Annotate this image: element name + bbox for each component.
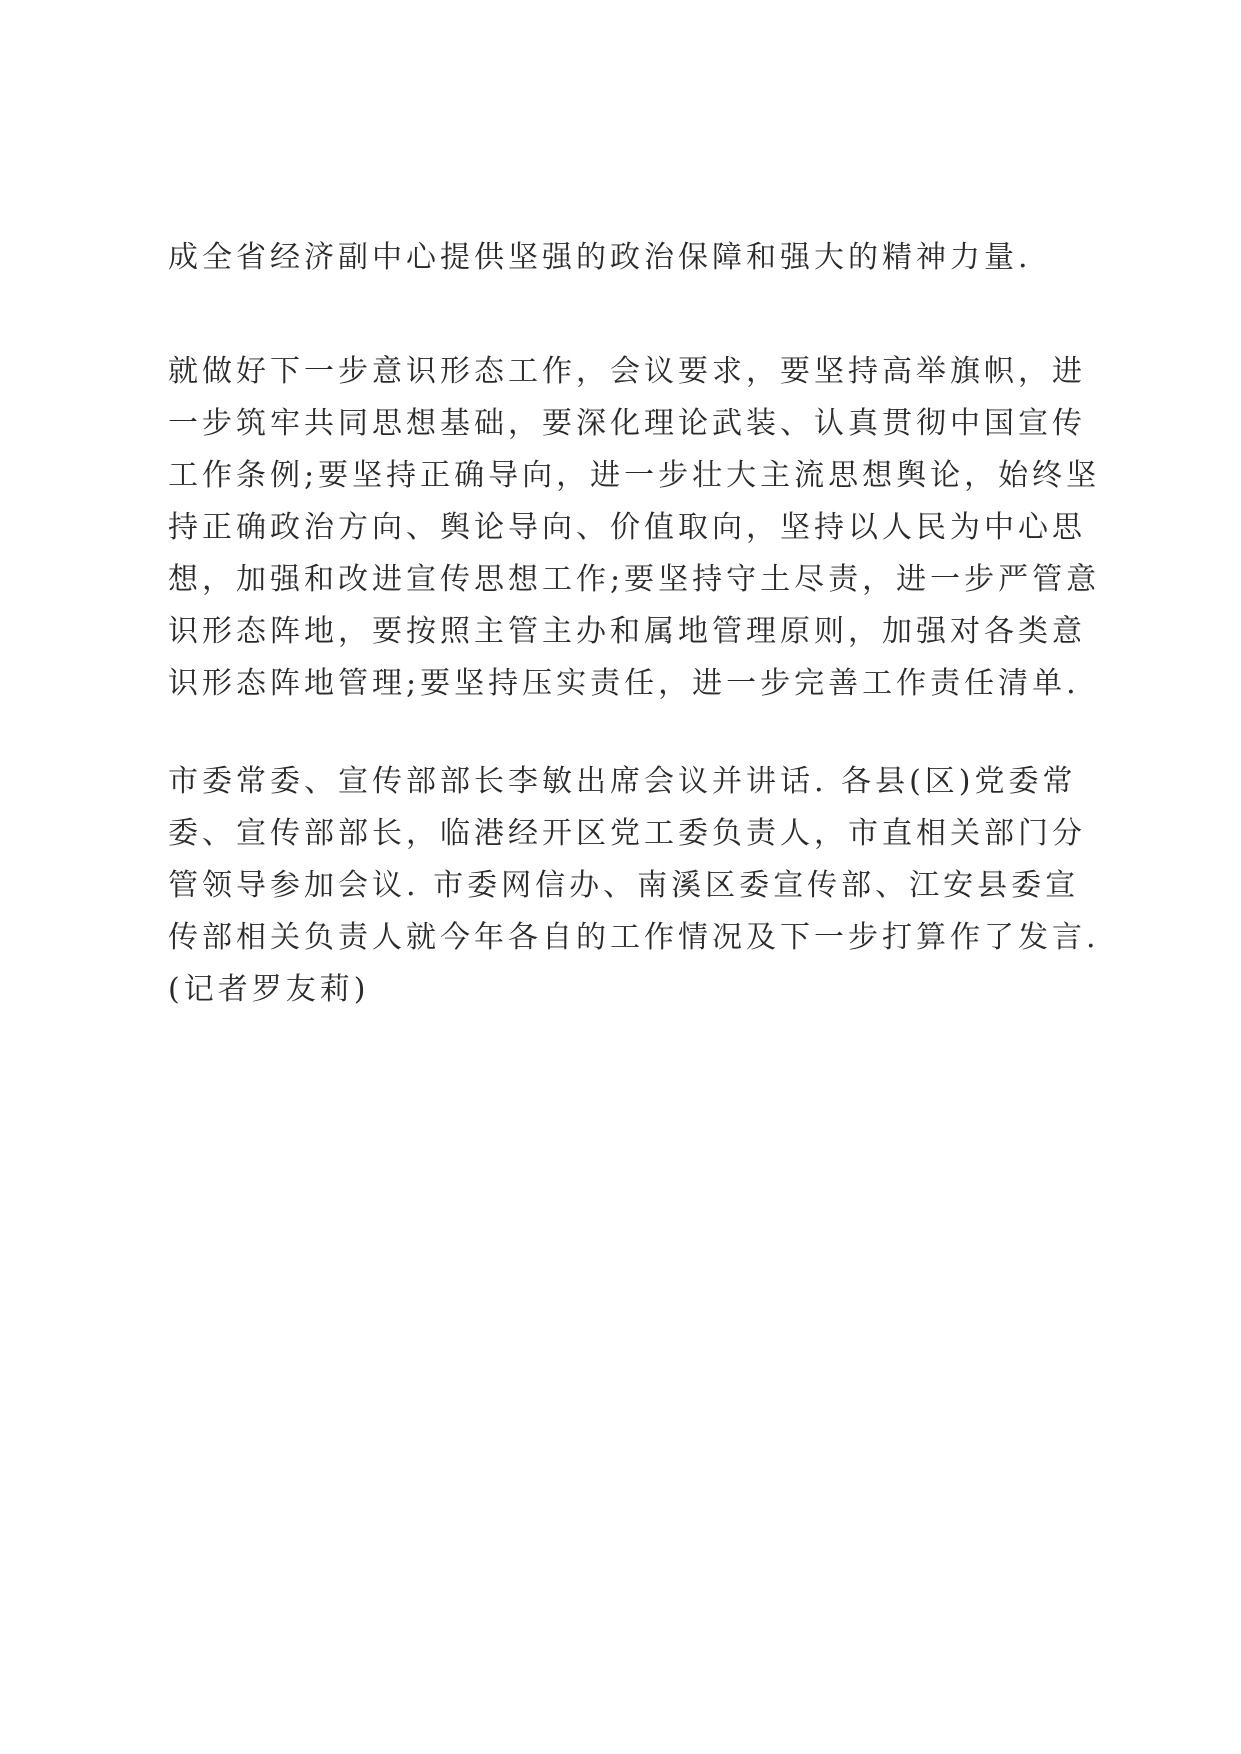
paragraph-2 (168, 346, 1101, 710)
paragraph-line: 想，加强和改进宣传思想工作;要坚持守土尽责，进一步严管意 (168, 562, 1101, 597)
paragraph-1 (168, 232, 1088, 284)
paragraph-line: 委、宣传部部长，临港经开区党工委负责人，市直相关部门分 (168, 816, 1086, 851)
paragraph-3 (168, 756, 1100, 1016)
paragraph-line: 一步筑牢共同思想基础，要深化理论武装、认真贯彻中国宣传 (168, 406, 1086, 441)
paragraph-line: 成全省经济副中心提供坚强的政治保障和强大的精神力量. (168, 240, 1032, 275)
paragraph-line: 工作条例;要坚持正确导向，进一步壮大主流思想舆论，始终坚 (168, 458, 1101, 493)
paragraph-line: 识形态阵地，要按照主管主办和属地管理原则，加强对各类意 (168, 614, 1086, 649)
reporter-byline: (记者罗友莉) (168, 972, 370, 1007)
paragraph-line: 市委常委、宣传部部长李敏出席会议并讲话. 各县(区)党委常 (168, 764, 1077, 799)
paragraph-line: 管领导参加会议. 市委网信办、南溪区委宣传部、江安县委宣 (168, 868, 1080, 903)
paragraph-line: 持正确政治方向、舆论导向、价值取向，坚持以人民为中心思 (168, 510, 1086, 545)
paragraph-line: 传部相关负责人就今年各自的工作情况及下一步打算作了发言. (168, 920, 1100, 955)
paragraph-line: 就做好下一步意识形态工作，会议要求，要坚持高举旗帜，进 (168, 354, 1086, 389)
paragraph-line: 识形态阵地管理;要坚持压实责任，进一步完善工作责任清单. (168, 666, 1080, 701)
